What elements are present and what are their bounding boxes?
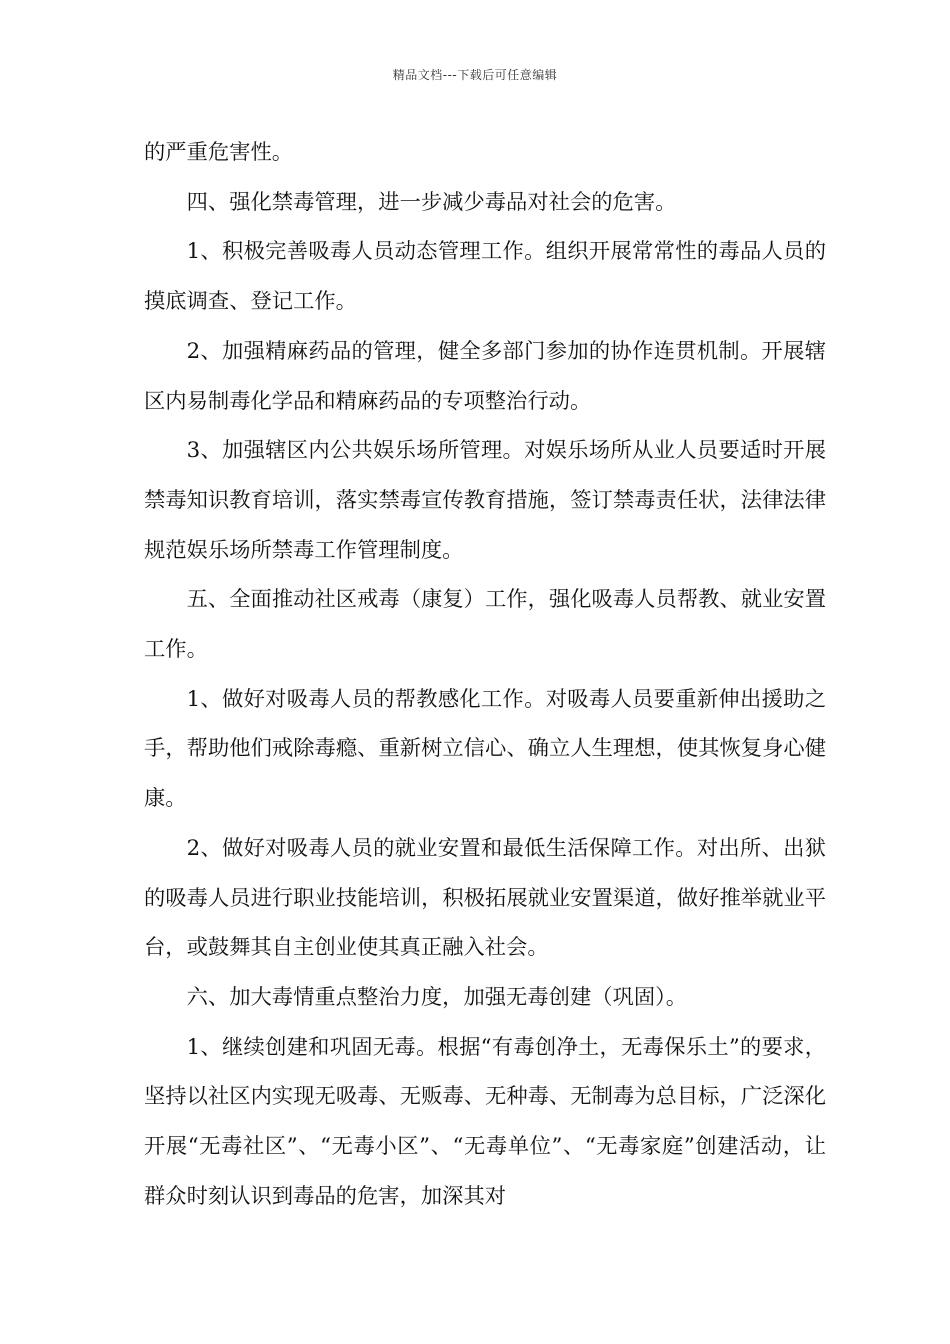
document-body <box>144 128 826 1221</box>
paragraph: 的严重危害性。 <box>144 140 294 165</box>
paragraph: 1、积极完善吸毒人员动态管理工作。组织开展常常性的毒品人员的摸底调查、登记工作。 <box>144 239 826 315</box>
paragraph: 2、加强精麻药品的管理，健全多部门参加的协作连贯机制。开展辖区内易制毒化学品和精麻药品的专项整治行动。 <box>144 338 826 414</box>
section-heading: 六、加大毒情重点整治力度，加强无毒创建（巩固）。 <box>186 984 688 1010</box>
paragraph: 2、做好对吸毒人员的就业安置和最低生活保障工作。对出所、出狱的吸毒人员进行职业技能培训，积极拓展就业安置渠道，做好推举就业平台，或鼓舞其自主创业使其真正融入社会。 <box>144 835 826 961</box>
paragraph: 1、继续创建和巩固无毒。根据“有毒创净土，无毒保乐土”的要求，坚持以社区内实现无吸毒、无贩毒、无种毒、无制毒为总目标，广泛深化开展“无毒社区”、“无毒小区”、“无毒单位”、“无毒家庭”创建活动，让群众时刻认识到毒品的危害，加深其对 <box>144 1034 826 1209</box>
section-heading: 四、强化禁毒管理，进一步减少毒品对社会的危害。 <box>186 189 677 215</box>
paragraph: 3、加强辖区内公共娱乐场所管理。对娱乐场所从业人员要适时开展禁毒知识教育培训，落实禁毒宣传教育措施，签订禁毒责任状，法律法律规范娱乐场所禁毒工作管理制度。 <box>144 438 826 563</box>
page-header: 精品文档---下载后可任意编辑 <box>392 68 558 82</box>
section-heading: 五、全面推动社区戒毒（康复）工作，强化吸毒人员帮教、就业安置工作。 <box>144 587 826 663</box>
paragraph: 1、做好对吸毒人员的帮教感化工作。对吸毒人员要重新伸出援助之手，帮助他们戒除毒瘾、重新树立信心、确立人生理想，使其恢复身心健康。 <box>144 686 826 812</box>
